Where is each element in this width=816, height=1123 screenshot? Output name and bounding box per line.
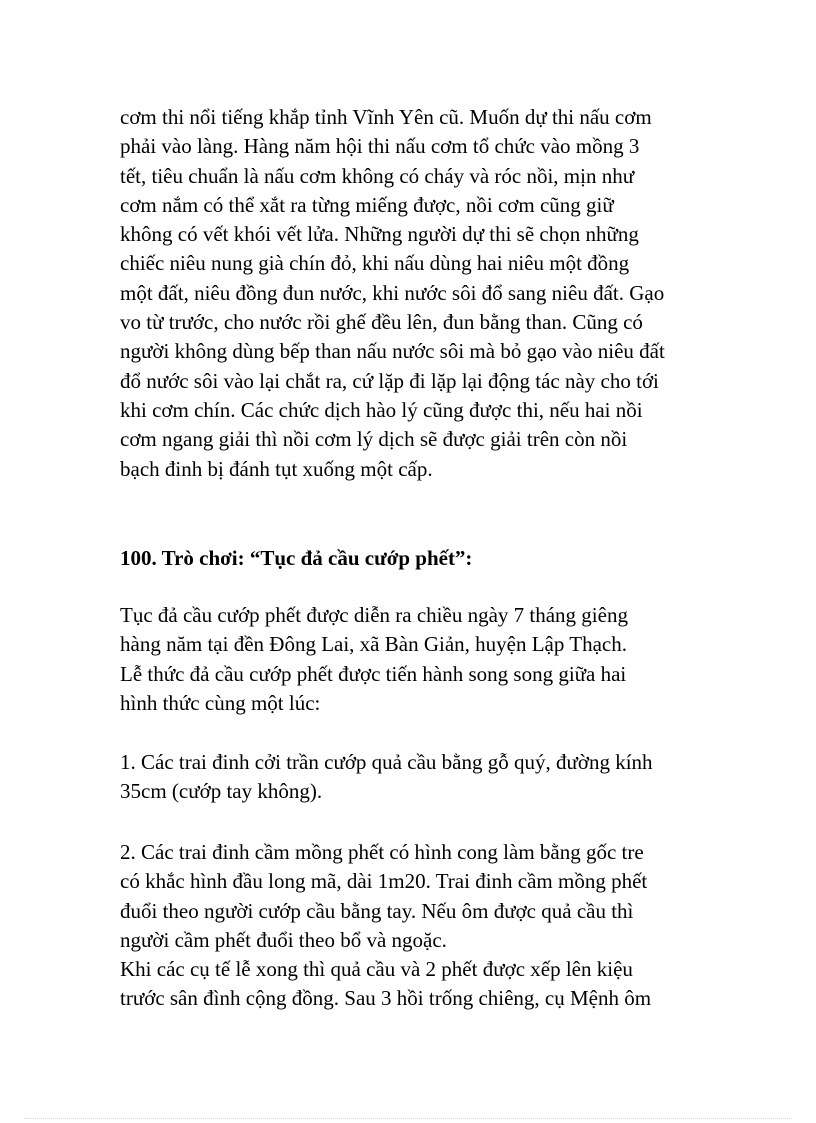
- text-line: đổ nước sôi vào lại chắt ra, cứ lặp đi lặp lại động tác này cho tới: [120, 368, 659, 393]
- text-line: khi cơm chín. Các chức dịch hào lý cũng được thi, nếu hai nồi: [120, 397, 643, 422]
- text-line: cơm ngang giải thì nồi cơm lý dịch sẽ được giải trên còn nồi: [120, 427, 628, 452]
- text-line: tết, tiêu chuẩn là nấu cơm không có cháy và róc nồi, mịn như: [120, 163, 635, 188]
- page-bottom-divider: [24, 1118, 792, 1119]
- text-line: bạch đinh bị đánh tụt xuống một cấp.: [120, 456, 433, 481]
- text-line: cơm nắm có thể xắt ra từng miếng được, nồi cơm cũng giữ: [120, 192, 614, 217]
- text-line: Tục đả cầu cướp phết được diễn ra chiều ngày 7 tháng giêng: [120, 603, 628, 627]
- text-line: người không dùng bếp than nấu nước sôi mà bỏ gạo vào niêu đất: [120, 339, 665, 364]
- text-line: Khi các cụ tế lễ xong thì quả cầu và 2 phết được xếp lên kiệu: [120, 957, 633, 982]
- text-line: chiếc niêu nung già chín đỏ, khi nấu dùng hai niêu một đồng: [120, 251, 630, 276]
- paragraph-cooking-contest: [120, 103, 760, 484]
- paragraph-intro: [120, 601, 760, 718]
- paragraph-item-2: [120, 838, 760, 1014]
- text-line: 2. Các trai đinh cầm mồng phết có hình cong làm bằng gốc tre: [120, 840, 644, 864]
- section-heading: 100. Trò chơi: “Tục đả cầu cướp phết”:: [120, 546, 473, 570]
- paragraph-item-1: [120, 748, 760, 807]
- text-line: không có vết khói vết lửa. Những người dự thi sẽ chọn những: [120, 222, 639, 247]
- text-line: hình thức cùng một lúc:: [120, 690, 321, 715]
- text-line: cơm thi nổi tiếng khắp tỉnh Vĩnh Yên cũ. Muốn dự thi nấu cơm: [120, 105, 652, 129]
- text-line: người cầm phết đuổi theo bổ và ngoặc.: [120, 927, 447, 952]
- text-line: trước sân đình cộng đồng. Sau 3 hồi trống chiêng, cụ Mệnh ôm: [120, 986, 652, 1011]
- text-line: có khắc hình đầu long mã, dài 1m20. Trai đinh cầm mồng phết: [120, 869, 648, 894]
- text-line: đuổi theo người cướp cầu bằng tay. Nếu ôm được quả cầu thì: [120, 898, 634, 923]
- text-line: 1. Các trai đinh cởi trần cướp quả cầu bằng gỗ quý, đường kính: [120, 750, 653, 774]
- text-line: Lễ thức đả cầu cướp phết được tiến hành song song giữa hai: [120, 661, 627, 686]
- text-line: phải vào làng. Hàng năm hội thi nấu cơm tổ chức vào mồng 3: [120, 134, 640, 159]
- text-line: 35cm (cướp tay không).: [120, 779, 323, 804]
- text-line: một đất, niêu đồng đun nước, khi nước sôi đổ sang niêu đất. Gạo: [120, 280, 665, 305]
- text-line: vo từ trước, cho nước rồi ghế đều lên, đun bằng than. Cũng có: [120, 310, 643, 335]
- text-line: hàng năm tại đền Đông Lai, xã Bàn Giản, huyện Lập Thạch.: [120, 632, 627, 657]
